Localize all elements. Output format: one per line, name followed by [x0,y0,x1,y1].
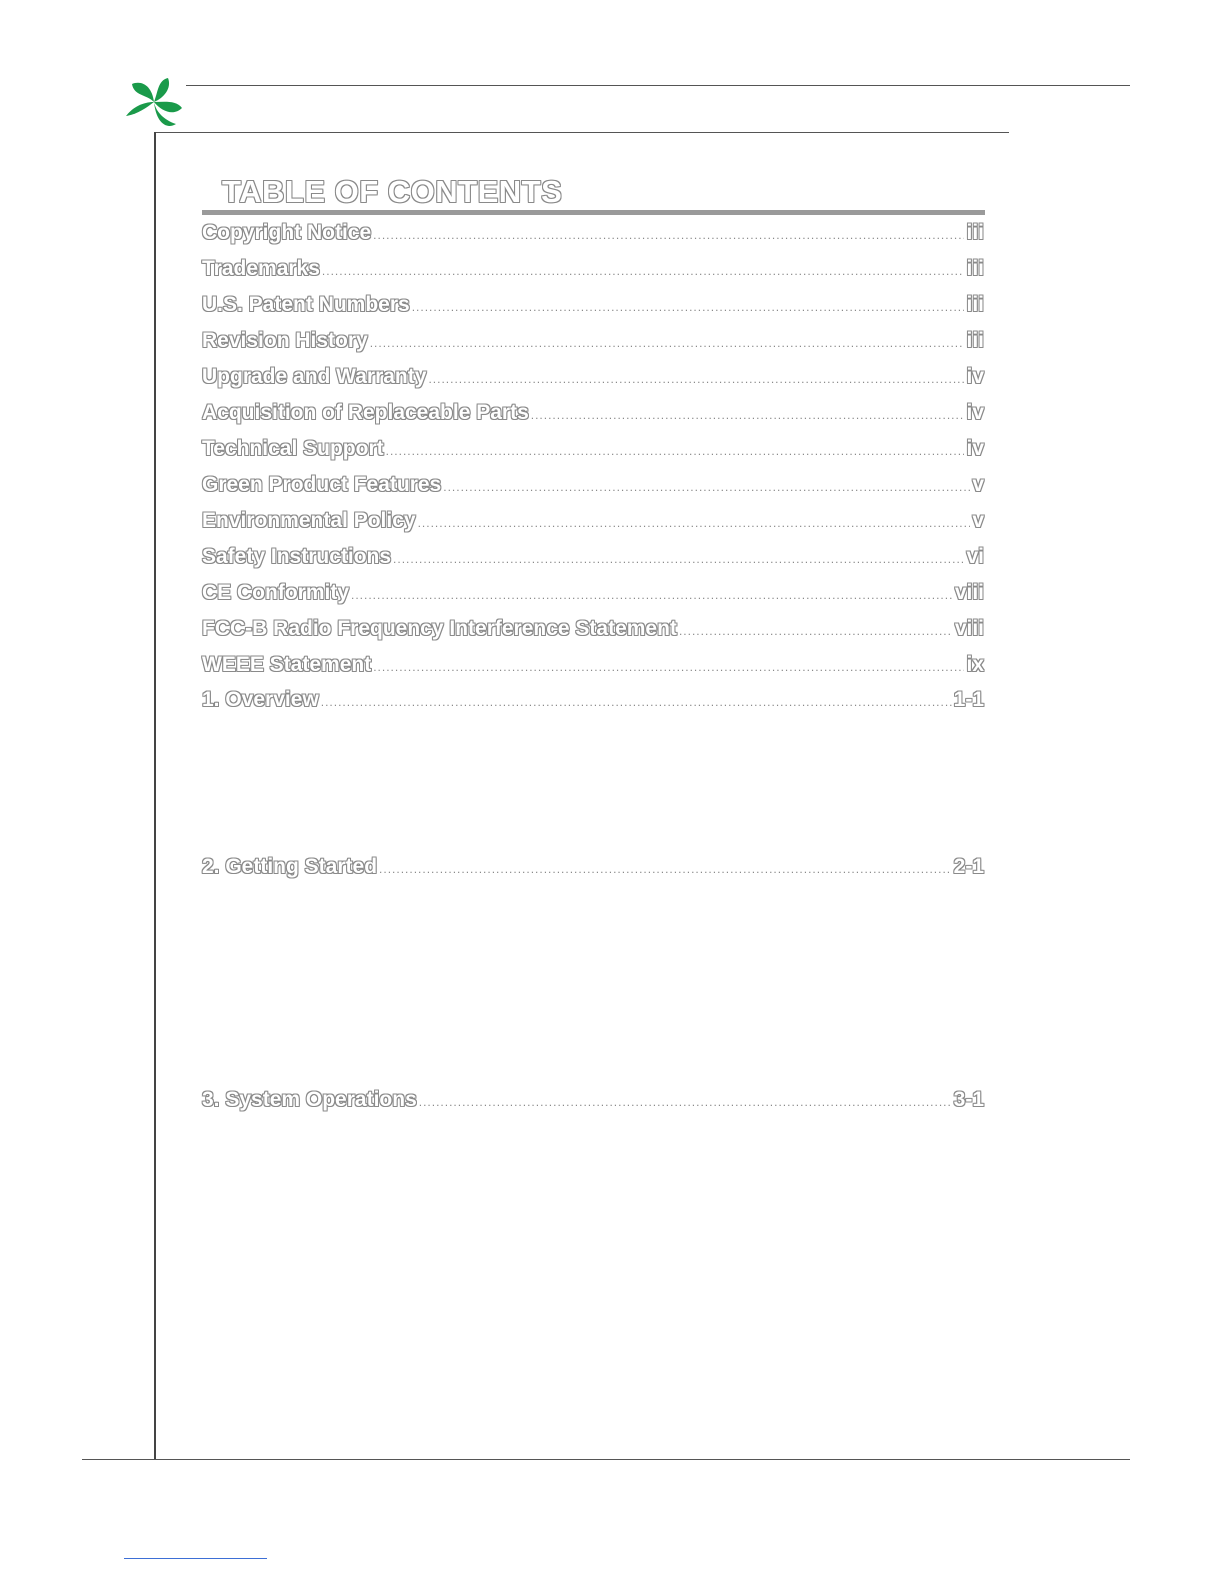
toc-entry-label: Revision History [202,329,368,352]
toc-leader-dots [373,221,964,249]
toc-entry-weee-statement[interactable] [202,651,984,679]
toc-entry-technical-support[interactable] [202,435,984,463]
toc-entry-label: Copyright Notice [202,221,372,244]
toc-entry-label: Technical Support [202,437,384,460]
toc-title: TABLE OF CONTENTS [222,174,563,209]
toc-entry-label: WEEE Statement [202,653,372,676]
frame-left-rule [154,132,156,1460]
toc-entry-environmental-policy[interactable] [202,507,984,535]
toc-entry-label: 2. Getting Started [202,855,378,878]
toc-entry-label: Green Product Features [202,473,442,496]
toc-entry-label: Acquisition of Replaceable Parts [202,401,529,424]
toc-entry-safety-instructions[interactable] [202,543,984,571]
footer-link-underline[interactable] [124,1558,267,1559]
toc-entry-overview[interactable] [202,686,984,714]
toc-entry-trademarks[interactable] [202,255,984,283]
toc-leader-dots [373,653,964,681]
green-four-leaf-logo-icon [124,74,188,130]
toc-title-underline [202,210,985,215]
toc-entry-upgrade-warranty[interactable] [202,363,984,391]
toc-entry-page: iv [966,365,984,388]
toc-entry-patent-numbers[interactable] [202,291,984,319]
toc-entry-page: viii [954,617,984,640]
toc-leader-dots [419,1088,952,1116]
toc-entry-green-product[interactable] [202,471,984,499]
toc-entry-label: Trademarks [202,257,320,280]
toc-entry-page: iii [966,329,984,352]
toc-leader-dots [321,688,952,716]
toc-leader-dots [679,617,953,645]
toc-entry-page: ix [966,653,984,676]
footer-rule [82,1459,1130,1460]
toc-entry-page: iii [966,257,984,280]
toc-entry-page: viii [954,581,984,604]
toc-leader-dots [370,329,965,357]
toc-entry-getting-started[interactable] [202,853,984,881]
toc-leader-dots [412,293,965,321]
toc-leader-dots [418,509,971,537]
toc-entry-label: Safety Instructions [202,545,392,568]
toc-entry-page: iii [966,293,984,316]
toc-entry-label: 1. Overview [202,688,319,711]
toc-entry-label: 3. System Operations [202,1088,417,1111]
toc-entry-ce-conformity[interactable] [202,579,984,607]
toc-leader-dots [428,365,964,393]
toc-leader-dots [443,473,970,501]
toc-leader-dots [322,257,965,285]
toc-entry-page: 3-1 [953,1088,984,1111]
toc-leader-dots [531,401,965,429]
toc-leader-dots [379,855,952,883]
toc-entry-page: 2-1 [953,855,984,878]
toc-entry-page: iv [966,437,984,460]
toc-entry-label: Upgrade and Warranty [202,365,427,388]
toc-entry-label: U.S. Patent Numbers [202,293,410,316]
toc-entry-page: vi [966,545,984,568]
toc-leader-dots [386,437,965,465]
toc-entry-label: CE Conformity [202,581,349,604]
toc-leader-dots [351,581,953,609]
toc-entry-replaceable-parts[interactable] [202,399,984,427]
toc-entry-fcc-statement[interactable] [202,615,984,643]
toc-entry-page: iii [966,221,984,244]
toc-entry-system-operations[interactable] [202,1086,984,1114]
toc-entry-label: Environmental Policy [202,509,416,532]
header-rule [186,85,1130,86]
toc-entry-page: 1-1 [953,688,984,711]
toc-entry-page: v [972,509,984,532]
toc-entry-revision-history[interactable] [202,327,984,355]
toc-entry-copyright-notice[interactable] [202,219,984,247]
frame-top-rule [155,132,1009,133]
toc-entry-page: iv [966,401,984,424]
toc-leader-dots [393,545,964,573]
toc-entry-label: FCC-B Radio Frequency Interference Statement [202,617,677,640]
toc-entry-page: v [972,473,984,496]
